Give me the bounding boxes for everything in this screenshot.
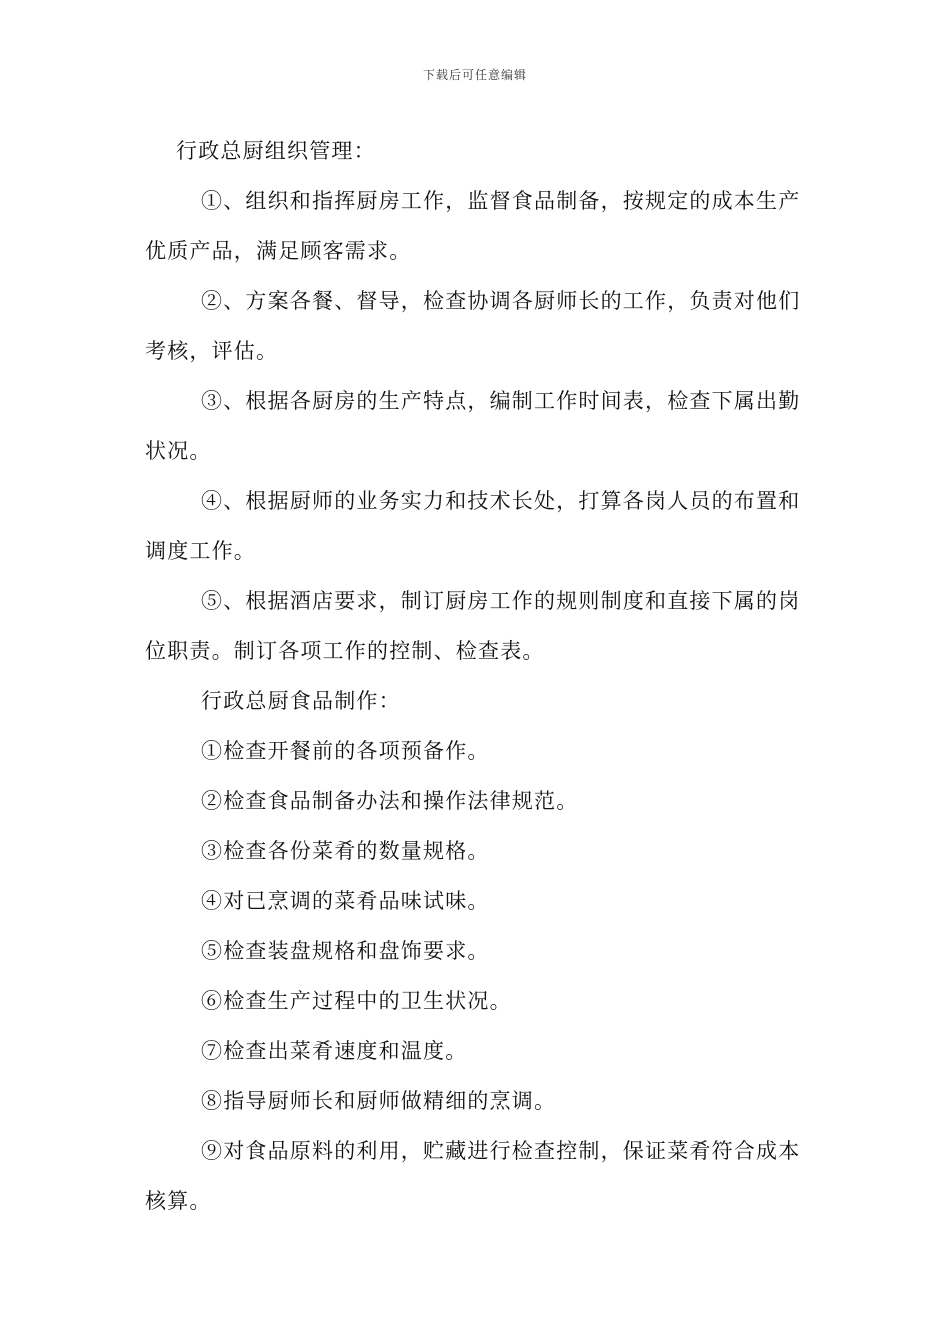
- section2-title: 行政总厨食品制作：: [201, 689, 401, 713]
- section1-title: 行政总厨组织管理：: [176, 139, 376, 163]
- section2-item-1: ①检查开餐前的各项预备作。: [201, 739, 490, 763]
- section2-item-2: ②检查食品制备办法和操作法律规范。: [201, 789, 579, 813]
- section1-item-4: ④、根据厨师的业务实力和技术长处，打算各岗人员的布置和调度工作。: [145, 489, 801, 563]
- section1-item-5: ⑤、根据酒店要求，制订厨房工作的规则制度和直接下属的岗位职责。制订各项工作的控制、检查表。: [145, 589, 801, 663]
- section2-item-4: ④对已烹调的菜肴品味试味。: [201, 889, 490, 913]
- section2-item-9: ⑨对食品原料的利用，贮藏进行检查控制，保证菜肴符合成本核算。: [145, 1139, 801, 1213]
- section2-item-6: ⑥检查生产过程中的卫生状况。: [201, 989, 512, 1013]
- page-header: 下载后可任意编辑: [422, 68, 527, 82]
- section2-item-5: ⑤检查装盘规格和盘饰要求。: [201, 939, 490, 963]
- section1-item-3: ③、根据各厨房的生产特点，编制工作时间表，检查下属出勤状况。: [145, 389, 801, 463]
- section1-item-1: ①、组织和指挥厨房工作，监督食品制备，按规定的成本生产优质产品，满足顾客需求。: [145, 189, 801, 263]
- section2-item-8: ⑧指导厨师长和厨师做精细的烹调。: [201, 1089, 557, 1113]
- section1-item-2: ②、方案各餐、督导，检查协调各厨师长的工作，负责对他们考核，评估。: [145, 289, 801, 363]
- section2-item-3: ③检查各份菜肴的数量规格。: [201, 839, 490, 863]
- section2-item-7: ⑦检查出菜肴速度和温度。: [201, 1039, 468, 1063]
